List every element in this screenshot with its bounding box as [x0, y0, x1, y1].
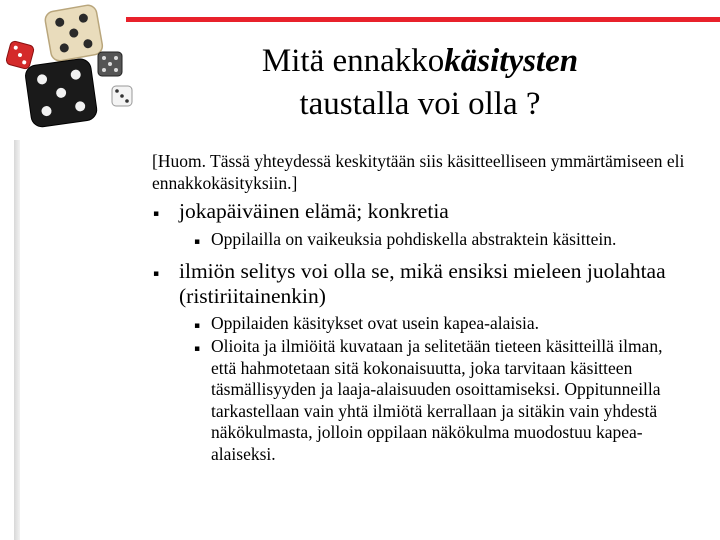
- sub-bullet-marker: ▪: [194, 237, 201, 247]
- sub-bullet-item: Oppilaiden käsitykset ovat usein kapea-alaisia.: [211, 313, 540, 333]
- sub-bullet-item: Olioita ja ilmiöitä kuvataan ja selitetään tieteen käsitteillä ilman, että hahmotetaan sitä kokonaisuutta, joka tarvitaan käsitteen täsmällisyyden ja laaja-alaisuuden osoittamiseksi. Oppitunneilla tarkastellaan vain yhtä ilmiötä kerrallaan ja sitäkin vain yhdestä näkökulmasta, jolloin oppilaan näkökulma muodostuu kapea-alaiseksi.: [211, 336, 663, 464]
- bullet-marker: ▪: [153, 269, 160, 279]
- bullet-item: ilmiön selitys voi olla se, mikä ensiksi mieleen juolahtaa (ristiriitainenkin): [179, 259, 666, 308]
- beige-die: [44, 4, 104, 62]
- note-text: [Huom. Tässä yhteydessä keskitytään siis käsitteelliseen ymmärtämiseen eli ennakkokäsityksiin.]: [152, 151, 685, 193]
- bullet-marker: ▪: [153, 209, 160, 219]
- small-dark-die: [98, 52, 122, 76]
- sub-bullet-marker: ▪: [194, 321, 201, 331]
- sub-bullet-item: Oppilailla on vaikeuksia pohdiskella abstraktein käsittein.: [211, 229, 617, 249]
- slide-title: [190, 40, 650, 126]
- title-part1: Mitä ennakko: [261, 43, 445, 79]
- accent-bar: [126, 17, 720, 22]
- title-line2: taustalla voi olla ?: [299, 86, 541, 122]
- sub-bullet-marker: ▪: [194, 344, 201, 354]
- red-die: [5, 40, 34, 69]
- dice-image: [0, 0, 140, 132]
- title-emphasis: käsitysten: [444, 43, 579, 79]
- side-bar: [14, 140, 20, 540]
- bullet-item: jokapäiväinen elämä; konkretia: [179, 199, 449, 223]
- white-die: [112, 86, 132, 106]
- black-die: [24, 58, 98, 129]
